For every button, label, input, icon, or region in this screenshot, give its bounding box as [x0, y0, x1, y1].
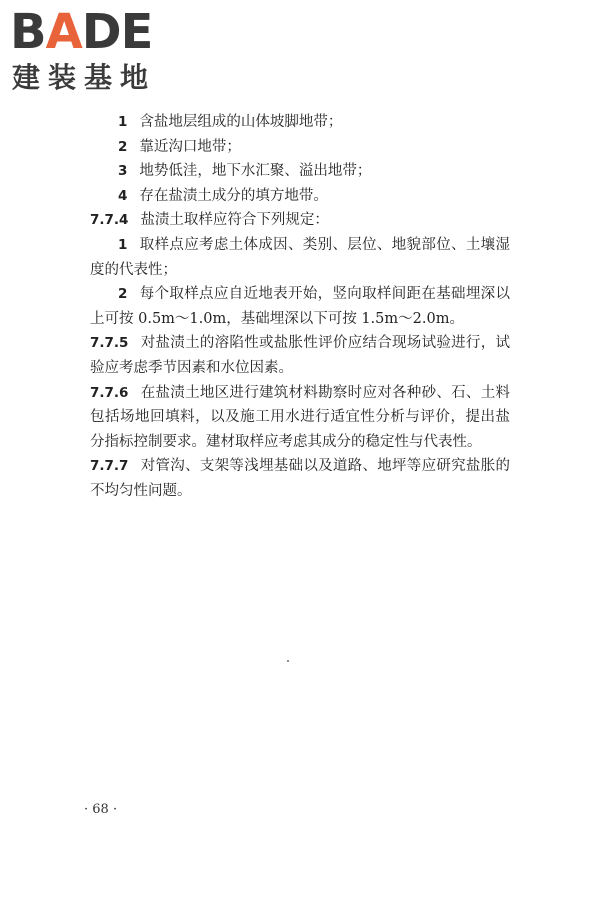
document-body	[90, 110, 510, 504]
list-item: 1 含盐地层组成的山体坡脚地带；	[118, 114, 343, 130]
logo-subtitle: 建装基地	[12, 61, 157, 94]
logo	[10, 4, 180, 96]
clause-7-7-4: 7.7.4 盐渍土取样应符合下列规定：	[90, 212, 329, 229]
list-item: 2 靠近沟口地带；	[118, 138, 241, 155]
list-item: 2 每个取样点应自近地表开始，竖向取样间距在基础埋深以上可按 0.5m～1.0m，基础埋深以下可按 1.5m～2.0m。	[90, 286, 510, 327]
clause-7-7-5: 7.7.5 对盐渍土的溶陷性或盐胀性评价应结合现场试验进行，试验应考虑季节因素和水位因素。	[90, 335, 510, 376]
list-item: 4 存在盐渍土成分的填方地带。	[118, 187, 328, 204]
list-item: 3 地势低洼，地下水汇聚、溢出地带；	[118, 163, 372, 180]
clause-7-7-7: 7.7.7 对管沟、支架等浅埋基础以及道路、地坪等应研究盐胀的不均匀性问题。	[90, 458, 510, 499]
list-item: 1 取样点应考虑土体成因、类别、层位、地貌部位、土壤湿度的代表性；	[90, 236, 510, 278]
logo-wordmark: BADE	[10, 4, 153, 60]
page-number: · 68 ·	[84, 802, 118, 817]
clause-7-7-6: 7.7.6 在盐渍土地区进行建筑材料勘察时应对各种砂、石、土料包括场地回填料，以及施工用水进行适宜性分析与评价，提出盐分指标控制要求。建材取样应考虑其成分的稳定性与代表性。	[90, 384, 510, 450]
stray-dot	[287, 660, 289, 662]
logo-accent-letter: A	[45, 4, 82, 60]
